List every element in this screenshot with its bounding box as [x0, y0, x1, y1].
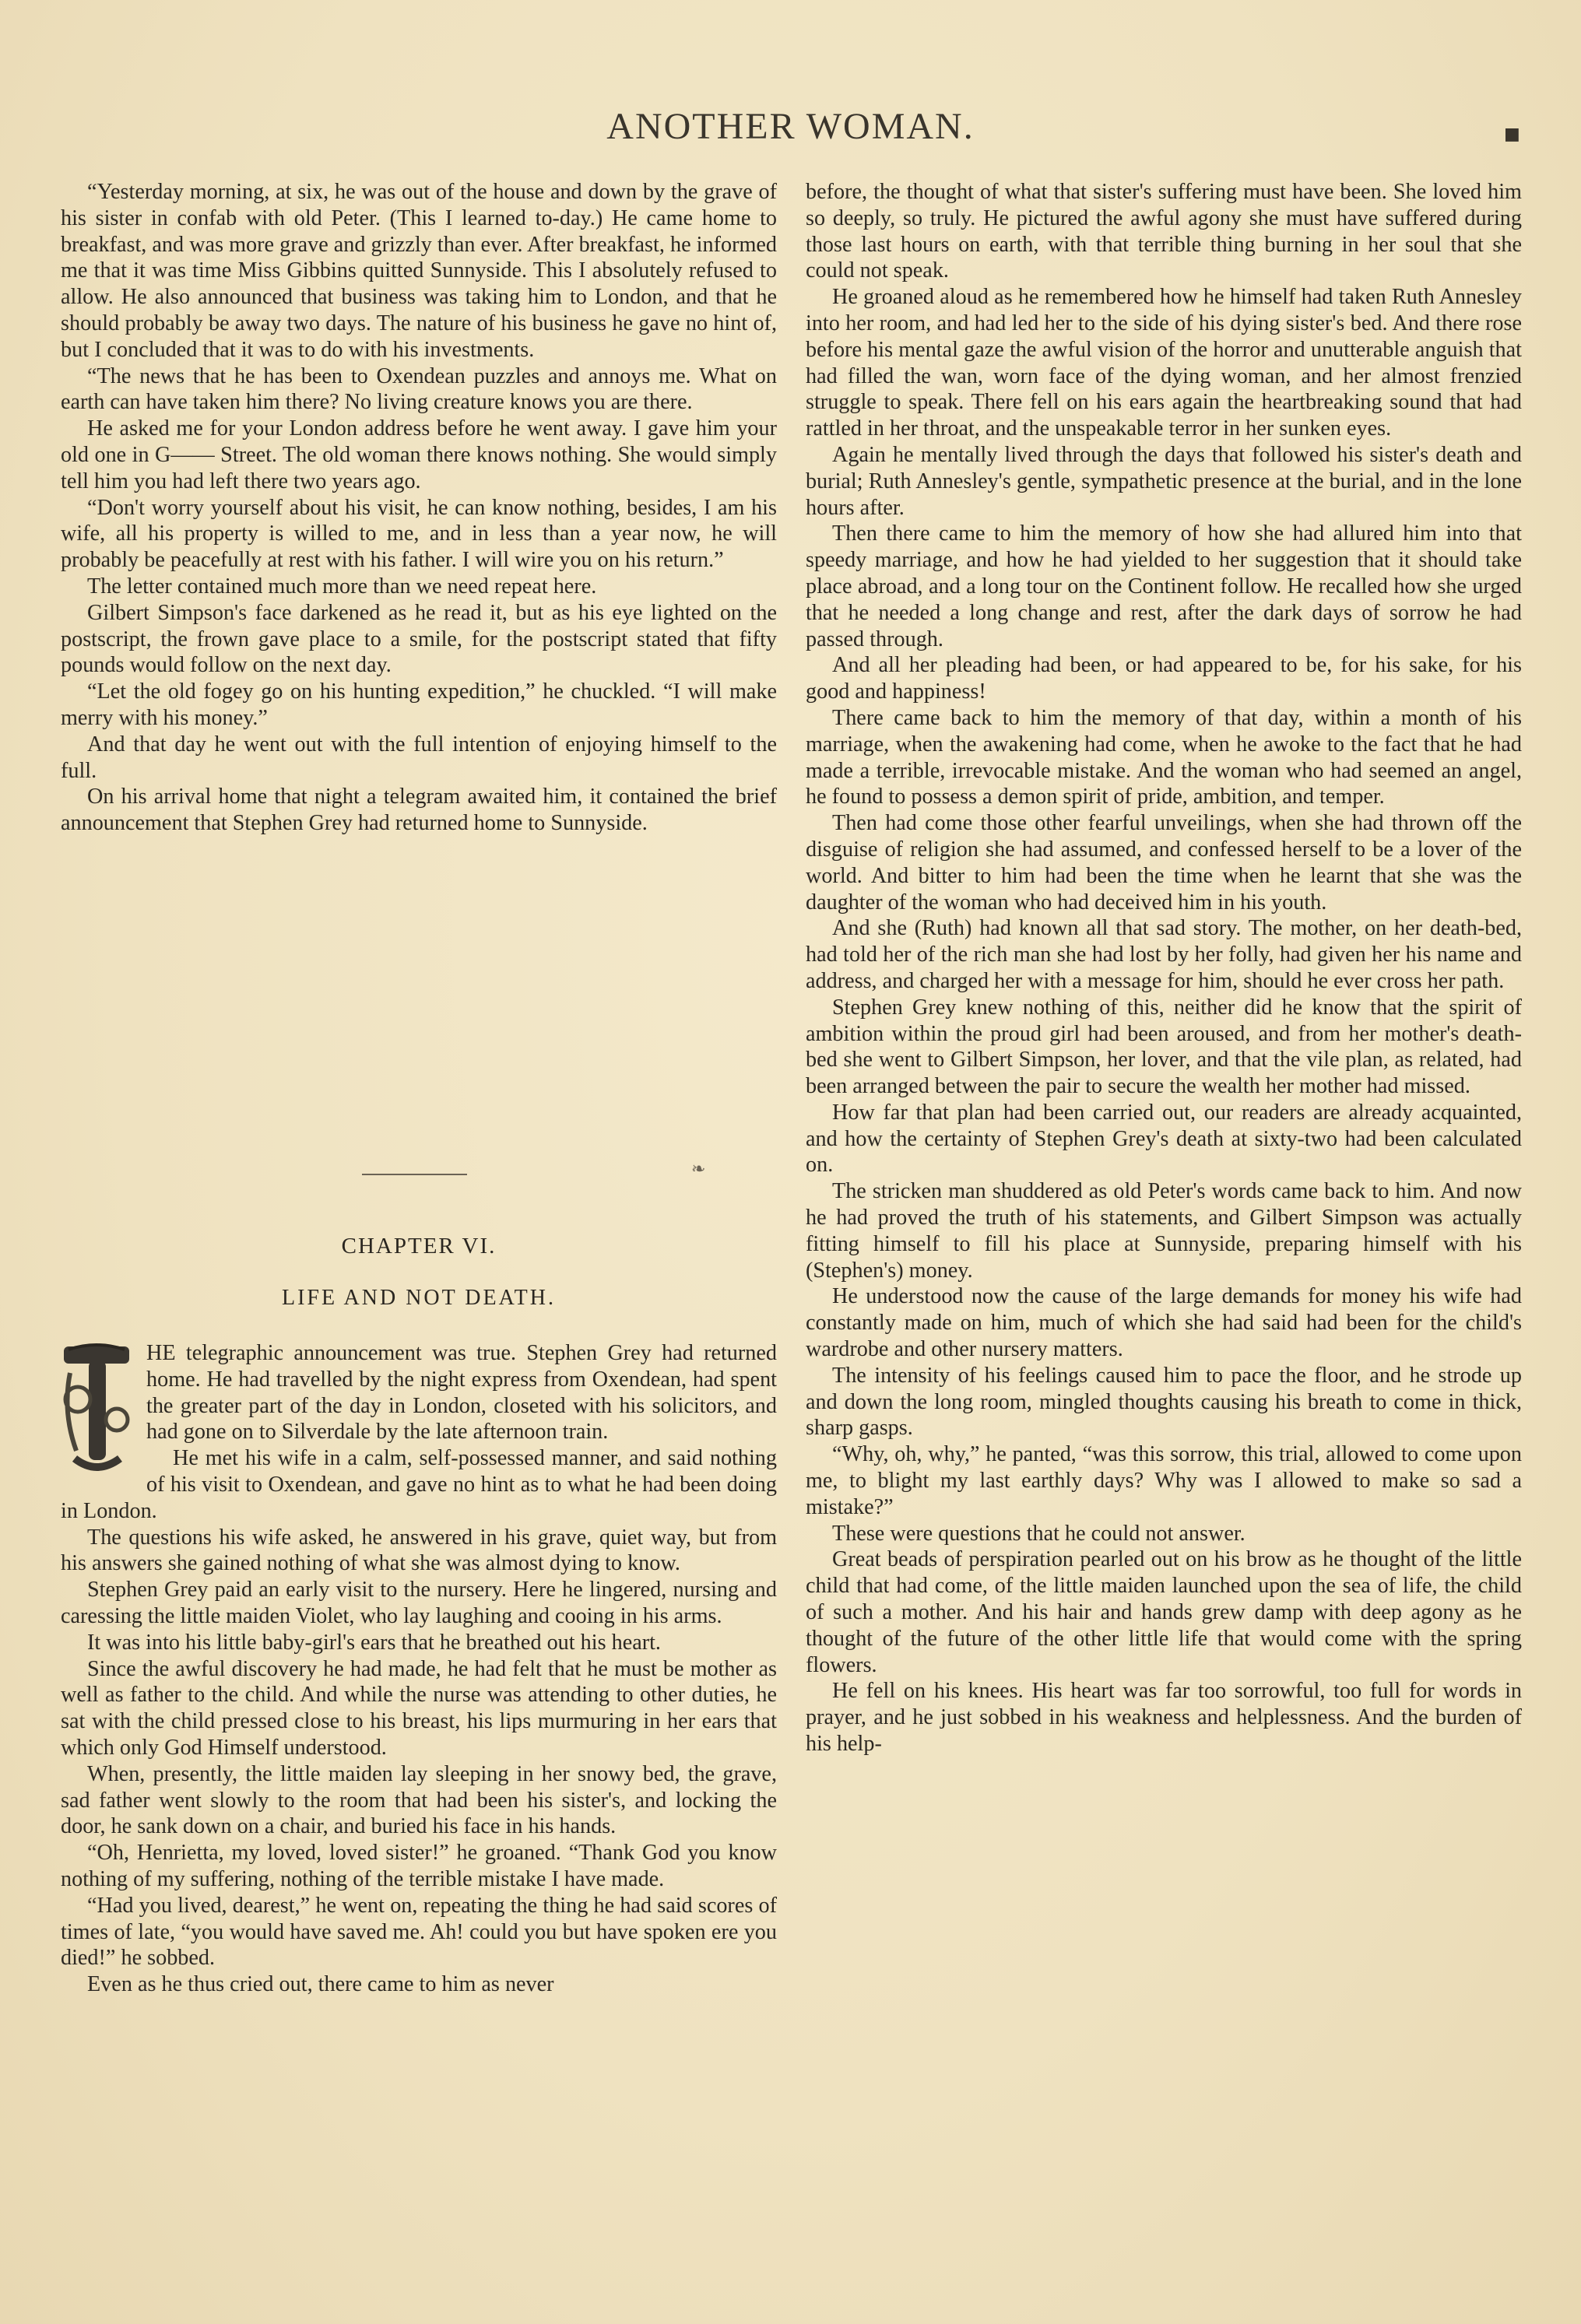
dropcap-t-icon	[61, 1342, 132, 1478]
chapter-paragraph-1: He met his wife in a calm, self-possessed manner, and said nothing of his visit to Oxendean, and gave no hint as to what he had been doing in London.	[61, 1446, 777, 1523]
chapter-body	[61, 1340, 777, 1998]
dropcap-ornament	[61, 1342, 132, 1478]
section-divider	[362, 1174, 467, 1175]
left-paragraph-6: Gilbert Simpson's face darkened as he read it, but as his eye lighted on the postscript, the frown gave place to a smile, for the postscript stated that fifty pounds would follow on the next day.	[61, 600, 777, 678]
right-paragraph-7: Then had come those other fearful unveilings, when she had thrown off the disguise of religion she had assumed, and confessed herself to be a lover of the world. And bitter to him had been the time when he learnt that she was the daughter of the woman who had deceived him in his youth.	[806, 811, 1522, 915]
right-paragraph-8: And she (Ruth) had known all that sad story. The mother, on her death-bed, had told her of the rich man she had lost by her folly, had given her his name and address, and charged her with a message for him, should he ever cross her path.	[806, 916, 1522, 993]
right-paragraph-4: Then there came to him the memory of how she had allured him into that speedy marriage, and how he had yielded to her suggestion that it should take place abroad, and a long tour on the Continent follow. He recalled how she urged that he needed a long change and rest, after the dark days of sorrow he had passed through.	[806, 521, 1522, 651]
right-paragraph-1: before, the thought of what that sister's suffering must have been. She loved him so deeply, so truly. He pictured the awful agony she must have suffered during those last hours on earth, with that terrible thing burning in her soul that she could not speak.	[806, 180, 1522, 283]
right-paragraph-2: He groaned aloud as he remembered how he himself had taken Ruth Annesley into her room, and had led her to the side of his dying sister's bed. And there rose before his mental gaze the awful vision of the horror and unutterable anguish that had filled the wan, worn face of the dying woman, and her almost frenzied struggle to speak. There fell on his ears again the heartbreaking sound that had rattled in her throat, and the unspeakable terror in her sunken eyes.	[806, 285, 1522, 441]
right-paragraph-3: Again he mentally lived through the days that followed his sister's death and burial; Ruth Annesley's gentle, sympathetic presence at the burial, and in the lone hours after.	[806, 442, 1522, 520]
right-paragraph-14: “Why, oh, why,” he panted, “was this sorrow, this trial, allowed to come upon me, to blight my last earthly days? Why was I allowed to make so sad a mistake?”	[806, 1442, 1522, 1519]
chapter-number: CHAPTER VI.	[341, 1234, 497, 1259]
right-paragraph-15: These were questions that he could not answer.	[832, 1521, 1245, 1546]
left-paragraph-1: “Yesterday morning, at six, he was out of the house and down by the grave of his sister in confab with old Peter. (This I learned to-day.) He came home to breakfast, and was more grave and grizzly than ever. After breakfast, he informed me that it was time Miss Gibbins quitted Sunnyside. This I absolutely refused to allow. He also announced that business was taking him to London, and that he should probably be away two days. The nature of his business he gave no hint of, but I concluded that it was to do with his investments.	[61, 180, 777, 362]
chapter-paragraph-5: Since the awful discovery he had made, he had felt that he must be mother as well as father to the child. And while the nurse was attending to other duties, he sat with the child pressed close to his breast, his lips murmuring in her ears that which only God Himself understood.	[61, 1656, 777, 1760]
page-mark: ■	[1504, 125, 1520, 144]
chapter-paragraph-4: It was into his little baby-girl's ears that he breathed out his heart.	[87, 1630, 661, 1655]
left-paragraph-3: He asked me for your London address before he went away. I gave him your old one in G—— Street. The old woman there knows nothing. She would simply tell him you had left there two years ago.	[61, 416, 777, 493]
chapter-paragraph-3: Stephen Grey paid an early visit to the nursery. Here he lingered, nursing and caressing the little maiden Violet, who lay laughing and cooing in his arms.	[61, 1578, 777, 1628]
right-paragraph-9: Stephen Grey knew nothing of this, neither did he know that the spirit of ambition within the proud girl had been aroused, and from her mother's death-bed she went to Gilbert Simpson, her lover, and that the vile plan, as related, had been arranged between the pair to secure the wealth her mother had missed.	[806, 995, 1522, 1099]
chapter-first-paragraph: HE telegraphic announcement was true. Stephen Grey had returned home. He had travelled by the night express from Oxendean, had spent the greater part of the day in London, closeted with his solicitors, and had gone on to Silverdale by the late afternoon train.	[146, 1341, 777, 1445]
chapter-paragraph-6: When, presently, the little maiden lay sleeping in her snowy bed, the grave, sad father went slowly to the room that had been his sister's, and locking the door, he sank down on a chair, and buried his face in his hands.	[61, 1761, 777, 1839]
chapter-title: LIFE AND NOT DEATH.	[281, 1286, 557, 1310]
left-paragraph-7: “Let the old fogey go on his hunting expedition,” he chuckled. “I will make merry with his money.”	[61, 679, 777, 730]
left-column	[61, 179, 777, 837]
right-paragraph-10: How far that plan had been carried out, our readers are already acquainted, and how the certainty of Stephen Grey's death at sixty-two had been calculated on.	[806, 1100, 1522, 1178]
chapter-paragraph-8: “Had you lived, dearest,” he went on, repeating the thing he had said scores of times of late, “you would have saved me. Ah! could you but have spoken ere you died!” he sobbed.	[61, 1893, 777, 1971]
right-paragraph-6: There came back to him the memory of that day, within a month of his marriage, when the awakening had come, when he awoke to the fact that he had made a terrible, irrevocable mistake. And the woman who had seemed an angel, he found to possess a demon spirit of pride, ambition, and temper.	[806, 705, 1522, 809]
chapter-paragraph-7: “Oh, Henrietta, my loved, loved sister!” he groaned. “Thank God you know nothing of my suffering, nothing of the terrible mistake I have made.	[61, 1841, 777, 1891]
left-paragraph-2: “The news that he has been to Oxendean puzzles and annoys me. What on earth can have taken him there? No living creature knows you are there.	[61, 363, 777, 415]
left-paragraph-4: “Don't worry yourself about his visit, he can know nothing, besides, I am his wife, all his property is willed to me, and in less than a year now, he will probably be peacefully at rest with his father. I will wire you on his return.”	[61, 495, 777, 573]
chapter-paragraph-9: Even as he thus cried out, there came to him as never	[87, 1972, 554, 1997]
left-paragraph-9: On his arrival home that night a telegram awaited him, it contained the brief announcement that Stephen Grey had returned home to Sunnyside.	[61, 785, 777, 836]
left-paragraph-8: And that day he went out with the full intention of enjoying himself to the full.	[61, 732, 777, 783]
right-paragraph-5: And all her pleading had been, or had appeared to be, for his sake, for his good and happiness!	[806, 653, 1522, 704]
right-paragraph-17: He fell on his knees. His heart was far too sorrowful, too full for words in prayer, and he just sobbed in his weakness and helplessness. And the burden of his help-	[806, 1679, 1522, 1757]
ornament-icon: ❧	[691, 1160, 706, 1179]
right-column	[806, 179, 1522, 1757]
right-paragraph-16: Great beads of perspiration pearled out on his brow as he thought of the little child that had come, of the little maiden launched upon the sea of life, the child of such a mother. And his hair and hands grew damp with deep agony as he thought of the future of the other little life that would come with the spring flowers.	[806, 1547, 1522, 1677]
left-paragraph-5: The letter contained much more than we need repeat here.	[87, 574, 597, 599]
chapter-paragraph-2: The questions his wife asked, he answered in his grave, quiet way, but from his answers she gained nothing of what she was almost dying to know.	[61, 1525, 777, 1576]
right-paragraph-13: The intensity of his feelings caused him to pace the floor, and he strode up and down the long room, mingled thoughts causing his breath to come in thick, sharp gasps.	[806, 1363, 1522, 1441]
right-paragraph-11: The stricken man shuddered as old Peter's words came back to him. And now he had proved the truth of his statements, and Gilbert Simpson was actually fitting himself to fill his place at Sunnyside, preparing himself with his (Stephen's) money.	[806, 1179, 1522, 1283]
running-head: ANOTHER WOMAN.	[606, 106, 975, 147]
right-paragraph-12: He understood now the cause of the large demands for money his wife had constantly made on him, much of which she had said had been for the child's wardrobe and other nursery matters.	[806, 1284, 1522, 1362]
